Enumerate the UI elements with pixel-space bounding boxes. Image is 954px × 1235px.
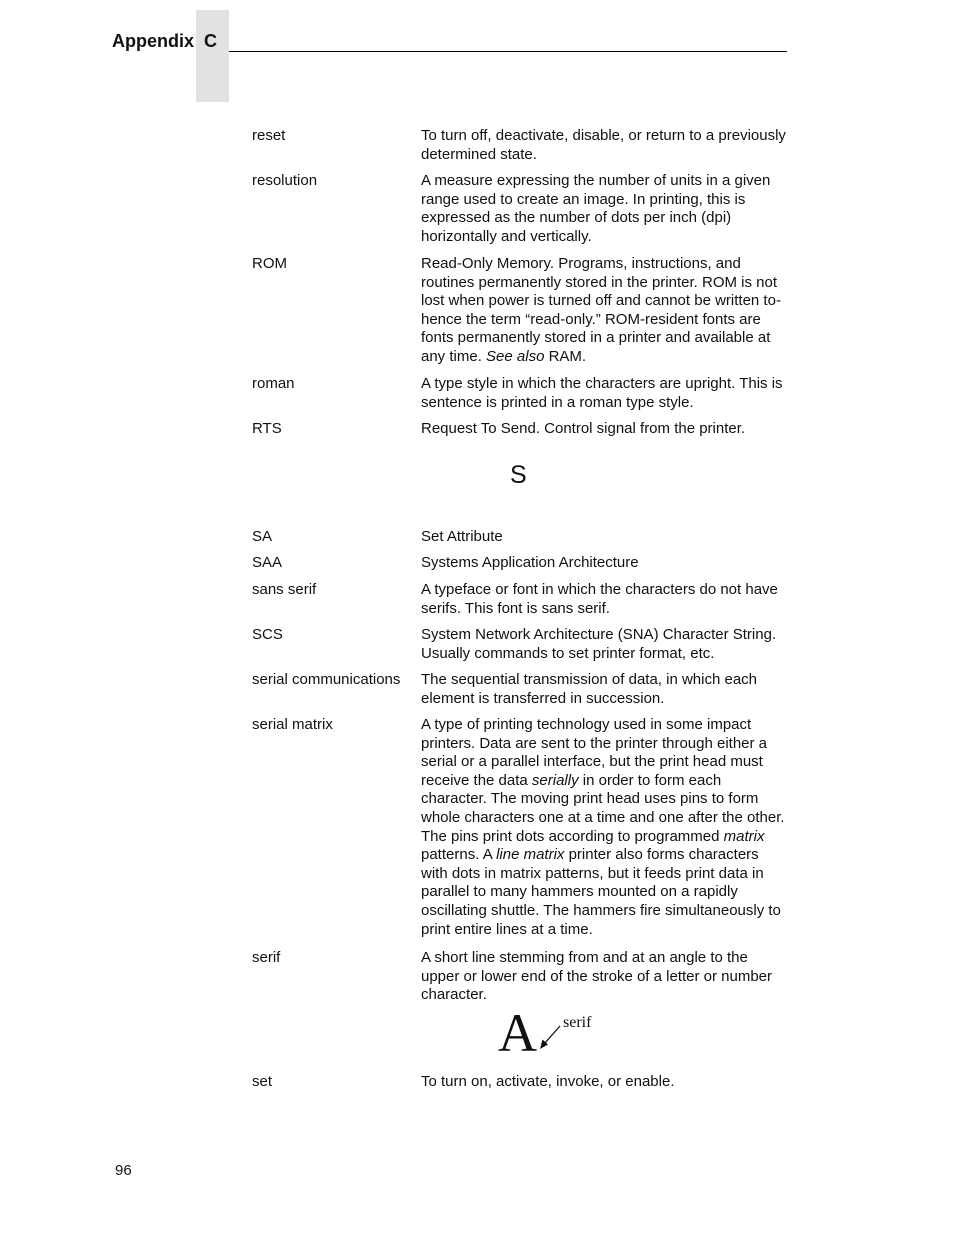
glossary-definition: System Network Architecture (SNA) Character String. Usually commands to set printer format, etc. <box>421 626 777 662</box>
header-label: Appendix <box>112 31 195 51</box>
page-header <box>112 30 217 52</box>
glossary-definition <box>421 716 789 939</box>
glossary-term: SA <box>252 528 273 545</box>
definition-emphasis: line matrix <box>496 846 565 864</box>
glossary-term: roman <box>252 375 295 392</box>
page-number: 96 <box>115 1162 132 1179</box>
section-heading: S <box>510 461 527 489</box>
glossary-term: serial matrix <box>252 716 333 733</box>
header-rule <box>229 51 787 52</box>
glossary-definition: A typeface or font in which the characters do not have serifs. This font is sans serif. <box>421 581 778 617</box>
glossary-term: reset <box>252 127 286 144</box>
glossary-definition: A short line stemming from and at an angle to the upper or lower end of the stroke of a letter or number character. <box>421 949 773 1004</box>
serif-label: serif <box>563 1014 592 1031</box>
cross-reference-label: See also <box>486 347 545 365</box>
glossary-definition: To turn on, activate, invoke, or enable. <box>421 1073 675 1090</box>
glossary-definition: To turn off, deactivate, disable, or return to a previously determined state. <box>421 127 786 163</box>
serif-example-glyph: A <box>498 1003 537 1063</box>
glossary-definition: Systems Application Architecture <box>421 554 639 571</box>
chapter-tab <box>196 10 229 102</box>
serif-illustration <box>498 1005 608 1063</box>
definition-text: A type of printing technology used in some impact printers. Data are sent to the printer through either a serial or a parallel interface, but the print head must receive the data <box>421 716 768 789</box>
glossary-term: RTS <box>252 420 282 437</box>
glossary-definition: A measure expressing the number of units in a given range used to create an image. In printing, this is expressed as the number of dots per inch (dpi) horizontally and vertically. <box>421 172 771 245</box>
glossary-term: sans serif <box>252 581 317 598</box>
glossary-term: resolution <box>252 172 318 189</box>
definition-emphasis: matrix <box>723 827 765 845</box>
arrow-icon <box>536 1022 566 1052</box>
glossary-term: ROM <box>252 255 287 272</box>
glossary-term: SAA <box>252 554 283 571</box>
glossary-term: serial communications <box>252 671 401 688</box>
glossary-definition: The sequential transmission of data, in which each element is transferred in succession. <box>421 671 758 707</box>
header-letter: C <box>204 31 218 51</box>
glossary-term: SCS <box>252 626 283 643</box>
definition-text: Read-Only Memory. Programs, instructions, and routines permanently stored in the printer. ROM is not lost when power is turned off and cannot be written to-hence the term “read-only.” ROM-resident fonts are fonts permanently stored in a printer and available at any time. <box>421 255 781 365</box>
glossary-term: set <box>252 1073 273 1090</box>
glossary-definition <box>421 255 789 367</box>
definition-text: printer also forms characters with dots in matrix patterns, but it feeds print data in parallel to many hammers mounted on a rapidly oscillating shuttle. The hammers fire simultaneously to print entire lines at a time. <box>421 846 781 938</box>
definition-text: patterns. A <box>421 846 497 864</box>
definition-emphasis: serially <box>531 771 579 789</box>
glossary-definition: Set Attribute <box>421 528 503 545</box>
glossary-definition: A type style in which the characters are upright. This is sentence is printed in a roman type style. <box>421 375 783 411</box>
glossary-term: serif <box>252 949 281 966</box>
glossary-definition: Request To Send. Control signal from the printer. <box>421 420 746 437</box>
definition-text: in order to form each character. The moving print head uses pins to form whole characters one at a time and one after the other. The pins print dots according to programmed <box>421 771 785 845</box>
definition-text: RAM. <box>544 347 587 365</box>
